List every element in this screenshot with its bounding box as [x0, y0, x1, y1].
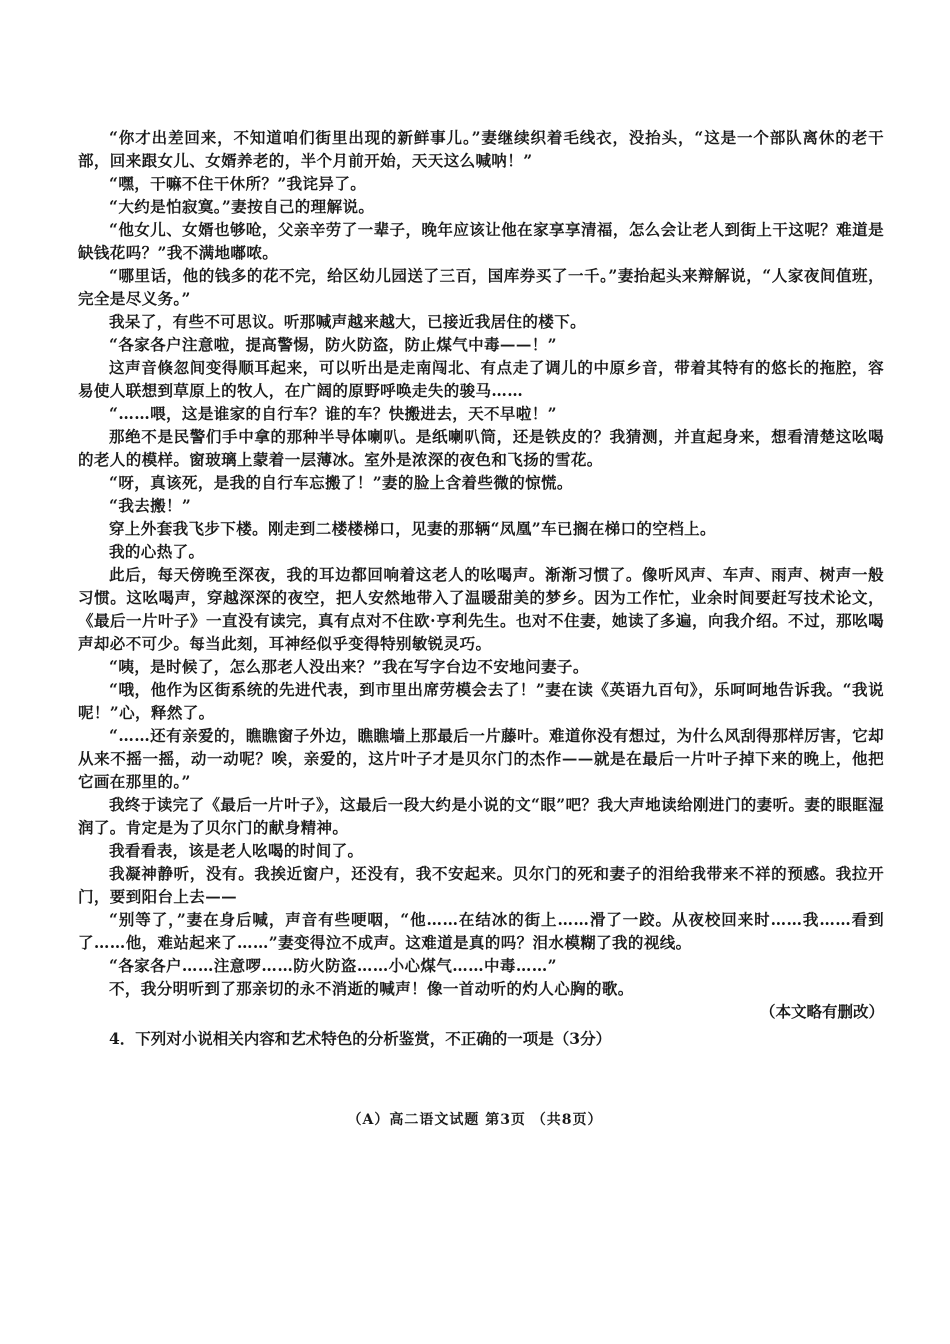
page-footer: （A）高二语文试题 第3页 （共8页） [347, 1112, 603, 1128]
paragraph: “各家各户……注意啰……防火防盗……小心煤气……中毒……” [109, 956, 557, 975]
paragraph: 穿上外套我飞步下楼。刚走到二楼楼梯口，见妻的那辆“凤凰”车已搁在梯口的空档上。 [109, 519, 716, 538]
paragraph: “哦，他作为区街系统的先进代表，到市里出席劳模会去了！”妻在读《英语九百句》，乐呵呵地告诉我。“我说呢！”心，释然了。 [78, 680, 884, 722]
paragraph: “嘿，干嘛不住干休所？”我诧异了。 [109, 174, 367, 193]
paragraph: 我终于读完了《最后一片叶子》，这最后一段大约是小说的文“眼”吧？我大声地读给刚进门的妻听。妻的眼眶湿润了。肯定是为了贝尔门的献身精神。 [78, 795, 884, 837]
abridged-note: （本文略有删改） [759, 1002, 884, 1021]
paragraph: “咦，是时候了，怎么那老人没出来？”我在写字台边不安地问妻子。 [109, 657, 589, 676]
paragraph: 我凝神静听，没有。我挨近窗户，还没有，我不安起来。贝尔门的死和妻子的泪给我带来不祥的预感。我拉开门，要到阳台上去—— [78, 864, 884, 906]
paragraph: “……喂，这是谁家的自行车？谁的车？快搬进去，天不早啦！” [109, 404, 557, 423]
paragraph: “各家各户注意啦，提高警惕，防火防盗，防止煤气中毒——！” [109, 335, 557, 354]
paragraph: “大约是怕寂寞。”妻按自己的理解说。 [109, 197, 375, 216]
story-text [78, 126, 884, 1052]
paragraph: “你才出差回来，不知道咱们街里出现的新鲜事儿。”妻继续织着毛线衣，没抬头，“这是一个部队离休的老干部，回来跟女儿、女婿养老的，半个月前开始，天天这么喊呐！” [78, 128, 884, 170]
paragraph: “……还有亲爱的，瞧瞧窗子外边，瞧瞧墙上那最后一片藤叶。难道你没有想过，为什么风刮得那样厉害，它却从来不摇一摇，动一动呢？唉，亲爱的，这片叶子才是贝尔门的杰作——就是在最后一片叶子掉下来的晚上，他把它画在那里的。” [78, 726, 884, 791]
paragraph: 我的心热了。 [109, 542, 205, 561]
paragraph: “呀，真该死，是我的自行车忘搬了！”妻的脸上含着些微的惊慌。 [109, 473, 573, 492]
paragraph: “他女儿、女婿也够呛，父亲辛劳了一辈子，晚年应该让他在家享享清福，怎么会让老人到街上干这呢？难道是缺钱花吗？”我不满地嘟哝。 [78, 220, 884, 262]
paragraph: “别等了，”妻在身后喊，声音有些哽咽，“他……在结冰的街上……滑了一跤。从夜校回来时……我……看到了……他，难站起来了……”妻变得泣不成声。这难道是真的吗？泪水模糊了我的视线。 [78, 910, 884, 952]
paragraph: 我呆了，有些不可思议。听那喊声越来越大，已接近我居住的楼下。 [109, 312, 587, 331]
paragraph: 这声音倏忽间变得顺耳起来，可以听出是走南闯北、有点走了调儿的中原乡音，带着其特有的悠长的拖腔，容易使人联想到草原上的牧人，在广阔的原野呼唤走失的骏马…… [78, 358, 884, 400]
paragraph: “我去搬！” [109, 496, 192, 515]
paragraph: 那绝不是民警们手中拿的那种半导体喇叭。是纸喇叭筒，还是铁皮的？我猜测，并直起身来，想看清楚这吆喝的老人的模样。窗玻璃上蒙着一层薄冰。室外是浓深的夜色和飞扬的雪花。 [78, 427, 884, 469]
paragraph: 不，我分明听到了那亲切的永不消逝的喊声！像一首动听的灼人心胸的歌。 [109, 979, 634, 998]
paragraph: “哪里话，他的钱多的花不完，给区幼儿园送了三百，国库券买了一千。”妻抬起头来辩解说，“人家夜间值班，完全是尽义务。” [78, 266, 884, 308]
paragraph: 我看看表，该是老人吆喝的时间了。 [109, 841, 364, 860]
question-4: 4．下列对小说相关内容和艺术特色的分析鉴赏，不正确的一项是（3分） [109, 1029, 612, 1048]
paragraph: 此后，每天傍晚至深夜，我的耳边都回响着这老人的吆喝声。渐渐习惯了。像听风声、车声、雨声、树声一般习惯。这吆喝声，穿越深深的夜空，把人安然地带入了温暖甜美的梦乡。因为工作忙，业余时间要赶写技术论文，《最后一片叶子》一直没有读完，真有点对不住欧·亨利先生。也对不住妻，她读了多遍，向我介绍。不过，那吆喝声却必不可少。每当此刻，耳神经似乎变得特别敏锐灵巧。 [78, 565, 884, 653]
